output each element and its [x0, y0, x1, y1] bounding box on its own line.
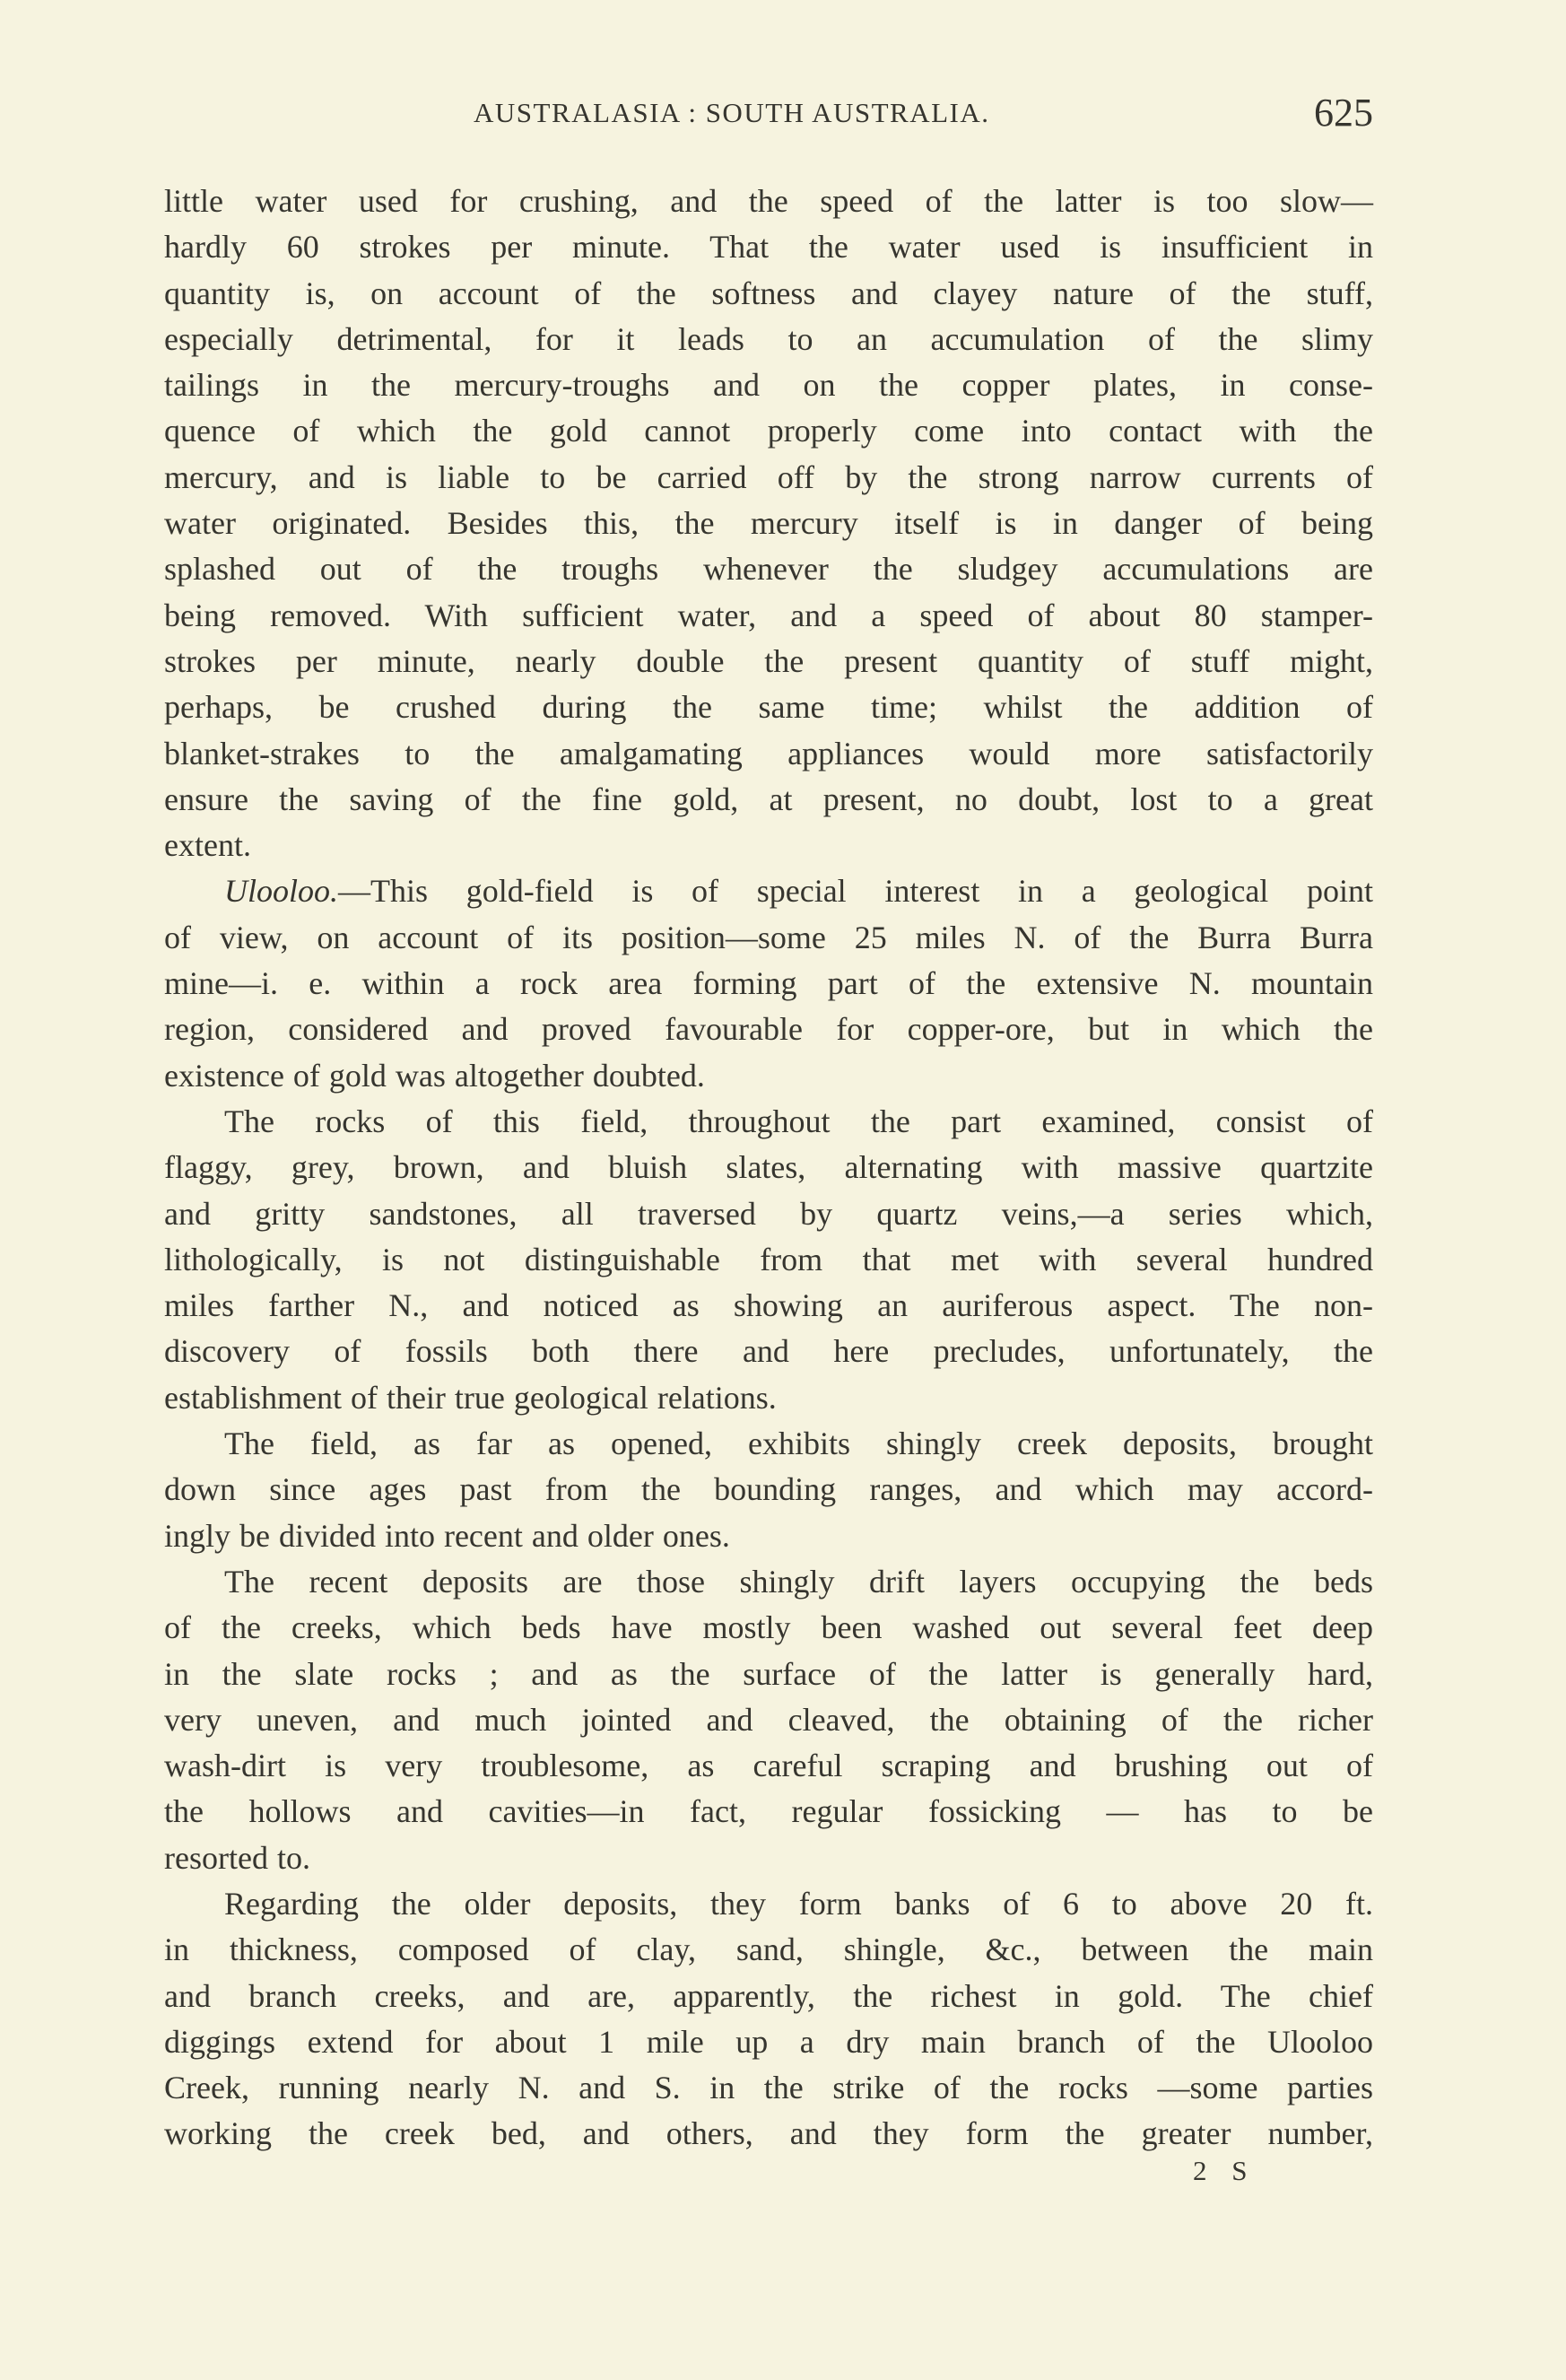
- text-line: The field, as far as opened, exhibits shingly creek deposits, brought: [224, 1425, 1373, 1462]
- text-line: extent.: [164, 827, 251, 864]
- text-line: establishment of their true geological relations.: [164, 1379, 777, 1416]
- text-line: very uneven, and much jointed and cleaved, the obtaining of the richer: [164, 1701, 1373, 1738]
- text-line: mine—i. e. within a rock area forming part of the extensive N. mountain: [164, 965, 1373, 1002]
- page-header: [164, 90, 1373, 144]
- text-line: discovery of fossils both there and here precludes, unfortunately, the: [164, 1333, 1373, 1370]
- text-line: strokes per minute, nearly double the present quantity of stuff might,: [164, 642, 1373, 679]
- paragraph: [164, 1421, 1373, 1559]
- body-text: [164, 179, 1373, 2158]
- text-line: of view, on account of its position—some 25 miles N. of the Burra Burra: [164, 919, 1373, 955]
- text-line: perhaps, be crushed during the same time; whilst the addition of: [164, 689, 1373, 726]
- signature-mark: 2 S: [1193, 2155, 1257, 2186]
- text-line: being removed. With sufficient water, and a speed of about 80 stamper-: [164, 597, 1373, 633]
- text-line: [164, 868, 1373, 914]
- paragraph: [164, 868, 1373, 1098]
- text-line: mercury, and is liable to be carried off by the strong narrow currents of: [164, 458, 1373, 495]
- text-line: the hollows and cavities—in fact, regular fossicking — has to be: [164, 1793, 1373, 1830]
- text-line: especially detrimental, for it leads to an accumulation of the slimy: [164, 320, 1373, 357]
- text-line: quence of which the gold cannot properly come into contact with the: [164, 413, 1373, 449]
- italic-heading: Ulooloo.: [224, 873, 339, 910]
- text-line: of the creeks, which beds have mostly been washed out several feet deep: [164, 1609, 1373, 1646]
- text-line: blanket-strakes to the amalgamating appliances would more satisfactorily: [164, 735, 1373, 772]
- text-line: quantity is, on account of the softness and clayey nature of the stuff,: [164, 275, 1373, 311]
- text-line: existence of gold was altogether doubted.: [164, 1057, 705, 1094]
- text-line: ingly be divided into recent and older ones.: [164, 1517, 730, 1554]
- text-line: down since ages past from the bounding ranges, and which may accord-: [164, 1471, 1373, 1508]
- paragraph: [164, 179, 1373, 868]
- text-line: region, considered and proved favourable for copper-ore, but in which the: [164, 1011, 1373, 1048]
- text-line: diggings extend for about 1 mile up a dry main branch of the Ulooloo: [164, 2023, 1373, 2060]
- text-line: splashed out of the troughs whenever the sludgey accumulations are: [164, 551, 1373, 588]
- paragraph: [164, 1559, 1373, 1881]
- text-line: lithologically, is not distinguishable from that met with several hundred: [164, 1241, 1373, 1277]
- text-line: and branch creeks, and are, apparently, the richest in gold. The chief: [164, 1977, 1373, 2014]
- text-line: working the creek bed, and others, and they form the greater number,: [164, 2115, 1373, 2152]
- text-line: hardly 60 strokes per minute. That the water used is insufficient in: [164, 229, 1373, 266]
- text-line: Creek, running nearly N. and S. in the strike of the rocks —some parties: [164, 2070, 1373, 2106]
- text-line: in the slate rocks ; and as the surface of the latter is generally hard,: [164, 1655, 1373, 1692]
- text-line: flaggy, grey, brown, and bluish slates, alternating with massive quartzite: [164, 1149, 1373, 1186]
- page-number: 625: [1314, 91, 1373, 135]
- text-line: water originated. Besides this, the mercury itself is in danger of being: [164, 505, 1373, 542]
- text-line: in thickness, composed of clay, sand, shingle, &c., between the main: [164, 1931, 1373, 1968]
- text-line: miles farther N., and noticed as showing an auriferous aspect. The non-: [164, 1287, 1373, 1324]
- paragraph: [164, 1099, 1373, 1421]
- running-head: AUSTRALASIA : SOUTH AUSTRALIA.: [474, 97, 990, 128]
- text-line: wash-dirt is very troublesome, as careful scraping and brushing out of: [164, 1748, 1373, 1784]
- text-line: The recent deposits are those shingly drift layers occupying the beds: [224, 1563, 1373, 1600]
- text-line: The rocks of this field, throughout the part examined, consist of: [224, 1103, 1373, 1139]
- text-line: and gritty sandstones, all traversed by quartz veins,—a series which,: [164, 1195, 1373, 1232]
- text-line: Regarding the older deposits, they form banks of 6 to above 20 ft.: [224, 1885, 1373, 1922]
- text-line: resorted to.: [164, 1839, 310, 1876]
- line-text: —This gold-field is of special interest in a geological point: [338, 873, 1373, 910]
- text-line: ensure the saving of the fine gold, at present, no doubt, lost to a great: [164, 780, 1373, 817]
- paragraph: [164, 1881, 1373, 2158]
- text-line: little water used for crushing, and the speed of the latter is too slow—: [164, 183, 1373, 219]
- text-line: tailings in the mercury-troughs and on the copper plates, in conse-: [164, 367, 1373, 404]
